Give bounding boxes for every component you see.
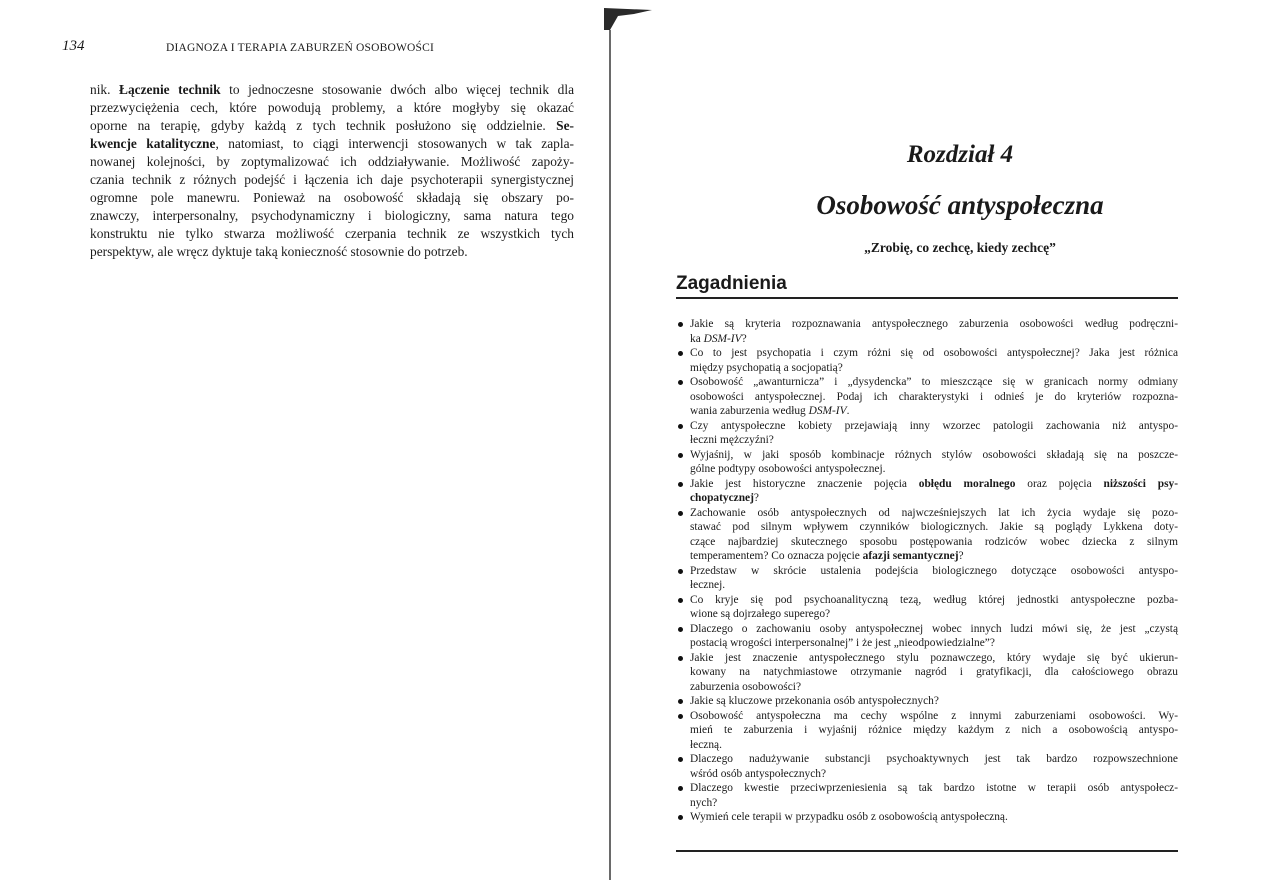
questions-list	[676, 317, 1178, 825]
paragraph-line: konstruktu nie tylko stwarza możliwość czerpania technik ze wszystkich tych	[90, 226, 574, 241]
paragraph-line: czania technik z różnych podejść i łączenia ich daje psychoterapii synergistycznej	[90, 172, 574, 187]
question-line: kowany na natychmiastowe otrzymanie nagród i gratyfikacji, dla całościowego obrazu	[690, 666, 1178, 678]
question-line: Dlaczego o zachowaniu osoby antyspołecznej wobec innych ludzi mówi się, że jest „czystą	[690, 622, 1178, 635]
question-item	[676, 651, 1178, 695]
question-line: Wyjaśnij, w jaki sposób kombinacje różnych stylów osobowości składają się na poszcze-	[690, 448, 1178, 461]
question-line: nych?	[690, 796, 718, 809]
question-item	[676, 346, 1178, 375]
question-line: czące najbardziej skutecznego sposobu postępowania rodziców wobec dziecka z silnym	[690, 535, 1178, 548]
question-item	[676, 810, 1178, 825]
question-item	[676, 506, 1178, 564]
question-item	[676, 709, 1178, 753]
question-line: osobowości antyspołecznej. Podaj ich charakterystyki i odnieś je do kryteriów rozpozna-	[690, 390, 1178, 403]
book-gutter	[606, 0, 614, 894]
question-line: Co to jest psychopatia i czym różni się od osobowości antyspołecznej? Jaka jest różnica	[690, 347, 1178, 359]
chapter-number: Rozdział 4	[906, 141, 1014, 168]
chapter-motto: „Zrobię, co zechcę, kiedy zechcę”	[864, 240, 1056, 255]
question-line: mień te zaburzenia i wyjaśnij różnice między każdym z nich a osobowością antyspo-	[690, 724, 1178, 736]
question-line: gólne podtypy osobowości antyspołecznej.	[690, 463, 886, 475]
running-head: DIAGNOZA I TERAPIA ZABURZEŃ OSOBOWOŚCI	[166, 42, 435, 54]
paragraph-line: przezwyciężenia cech, które powodują problemy, a które mogłyby się okazać	[90, 100, 574, 115]
paragraph-line: kwencje katalityczne, natomiast, to ciągi interwencji stosowanych w tak zapla-	[90, 136, 575, 151]
question-line: wania zaburzenia według DSM-IV.	[690, 405, 850, 417]
question-item	[676, 564, 1178, 593]
question-item	[676, 375, 1178, 419]
paragraph-line: nik. Łączenie technik to jednoczesne stosowanie dwóch albo więcej technik dla	[90, 82, 575, 97]
bottom-rule	[676, 850, 1178, 852]
question-line: Czy antyspołeczne kobiety przejawiają inny wzorzec patologii zachowania niż antyspo-	[690, 419, 1178, 432]
question-line: Co kryje się pod psychoanalityczną tezą, według której jednostki antyspołeczne pozba-	[690, 593, 1178, 606]
question-item	[676, 317, 1178, 346]
paragraph-line: znawczy, interpersonalny, psychodynamiczny i biologiczny, sama natura tego	[90, 208, 574, 223]
question-line: ka DSM-IV?	[690, 332, 747, 345]
chapter-title: Osobowość antyspołeczna	[816, 190, 1104, 220]
page-number: 134	[62, 38, 85, 54]
question-line: stawać pod silnym wpływem czynników biologicznych. Jakie są poglądy Lykkena doty-	[690, 521, 1178, 533]
question-line: wśród osób antyspołecznych?	[690, 767, 827, 780]
body-paragraph	[90, 81, 574, 261]
heading-rule	[676, 297, 1178, 299]
gutter-line	[609, 30, 611, 880]
question-item	[676, 448, 1178, 477]
question-line: Jakie są kluczowe przekonania osób antyspołecznych?	[690, 695, 939, 707]
left-page	[0, 0, 605, 894]
question-line: Jakie są kryteria rozpoznawania antyspołecznego zaburzenia osobowości według podręczni-	[690, 318, 1178, 330]
question-line: chopatycznej?	[690, 492, 759, 504]
question-line: zaburzenia osobowości?	[690, 680, 802, 693]
section-heading: Zagadnienia	[676, 273, 787, 294]
question-line: Dlaczego kwestie przeciwprzeniesienia są tak bardzo istotne w terapii osób antyspołecz-	[690, 782, 1178, 794]
question-item	[676, 477, 1178, 506]
question-line: Zachowanie osób antyspołecznych od najwcześniejszych lat ich życia wydaje się pozo-	[690, 506, 1178, 519]
paragraph-line: perspektyw, ale wręcz dyktuje taką konieczność stosownie do potrzeb.	[90, 244, 468, 259]
question-item	[676, 419, 1178, 448]
right-page	[614, 0, 1262, 894]
question-line: między psychopatią a socjopatią?	[690, 361, 843, 374]
question-item	[676, 622, 1178, 651]
question-item	[676, 781, 1178, 810]
question-line: Jakie jest historyczne znaczenie pojęcia obłędu moralnego oraz pojęcia niższości psy-	[690, 477, 1179, 490]
question-line: wione są dojrzałego superego?	[690, 608, 831, 620]
question-item	[676, 593, 1178, 622]
question-line: Wymień cele terapii w przypadku osób z osobowością antyspołeczną.	[690, 811, 1008, 823]
question-line: łeczną.	[690, 738, 722, 751]
question-item	[676, 752, 1178, 781]
question-line: Osobowość antyspołeczna ma cechy wspólne z innymi zaburzeniami osobowości. Wy-	[690, 709, 1178, 722]
question-line: łecznej.	[690, 579, 726, 591]
question-line: Dlaczego nadużywanie substancji psychoaktywnych jest tak bardzo rozpowszechnione	[690, 753, 1178, 765]
paragraph-line: nowanej kolejności, by zoptymalizować ich oddziaływanie. Możliwość zapoży-	[90, 154, 574, 169]
question-line: Jakie jest znaczenie antyspołecznego stylu poznawczego, który wydaje się być ukierun-	[690, 651, 1178, 664]
question-line: postacią wrogości interpersonalnej” i że jest „nieodpowiedzialne”?	[690, 637, 995, 649]
question-item	[676, 694, 1178, 709]
question-line: Osobowość „awanturnicza” i „dysydencka” to mieszczące się w granicach normy odmiany	[690, 376, 1178, 388]
paragraph-line: ogromne pole manewru. Ponieważ na osobowość składają się obszary po-	[90, 190, 574, 205]
paragraph-line: oporne na terapię, gdyby każdą z tych technik posłużono się oddzielnie. Se-	[90, 118, 574, 133]
question-line: temperamentem? Co oznacza pojęcie afazji semantycznej?	[690, 550, 964, 562]
question-line: Przedstaw w skrócie ustalenia podejścia biologicznego dotyczące osobowości antyspo-	[690, 564, 1178, 577]
question-line: łeczni mężczyźni?	[690, 434, 774, 446]
